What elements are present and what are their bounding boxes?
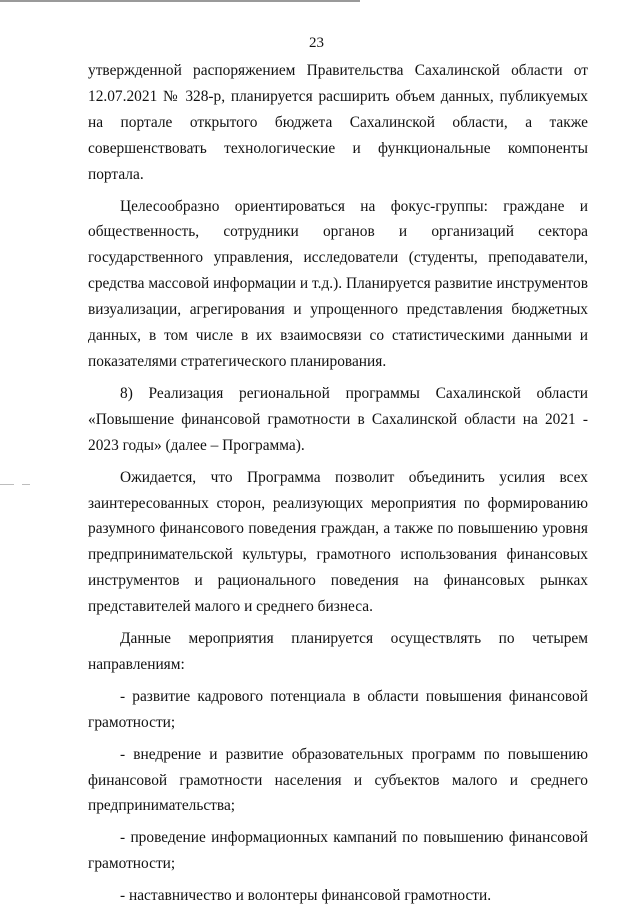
document-body: [88, 58, 588, 911]
scan-edge-line: [0, 0, 360, 2]
scan-artifact: [0, 484, 14, 485]
list-item: - проведение информационных кампаний по повышению финансовой грамотности;: [88, 829, 588, 873]
paragraph: утвержденной распоряжением Правительства Сахалинской области от 12.07.2021 № 328-р, планируется расширить объем данных, публикуемых на портале открытого бюджета Сахалинской области, а также совершенствовать технологические и функциональные компоненты портала.: [88, 62, 588, 183]
paragraph: Ожидается, что Программа позволит объединить усилия всех заинтересованных сторон, реализующих мероприятия по формированию разумного финансового поведения граждан, а также по повышению уровня предпринимательской культуры, грамотного использования финансовых инструментов и рационального поведения на финансовых рынках представителей малого и среднего бизнеса.: [88, 468, 588, 616]
list-item: - внедрение и развитие образовательных программ по повышению финансовой грамотности населения и субъектов малого и среднего предпринимательства;: [88, 745, 588, 815]
list-item: - наставничество и волонтеры финансовой грамотности.: [120, 887, 492, 905]
paragraph: Целесообразно ориентироваться на фокус-группы: граждане и общественность, сотрудники органов и организаций сектора государственного управления, исследователи (студенты, преподаватели, средства массовой информации и т.д.). Планируется развитие инструментов визуализации, агрегирования и упрощенного представления бюджетных данных, в том числе в их взаимосвязи со статистическими данными и показателями стратегического планирования.: [88, 197, 588, 370]
scan-artifact: [22, 484, 30, 485]
list-item: - развитие кадрового потенциала в области повышения финансовой грамотности;: [88, 687, 588, 731]
paragraph: 8) Реализация региональной программы Сахалинской области «Повышение финансовой грамотности в Сахалинской области на 2021 - 2023 годы» (далее – Программа).: [88, 384, 588, 454]
paragraph: Данные мероприятия планируется осуществлять по четырем направлениям:: [88, 630, 588, 673]
page-number: 23: [309, 35, 324, 51]
